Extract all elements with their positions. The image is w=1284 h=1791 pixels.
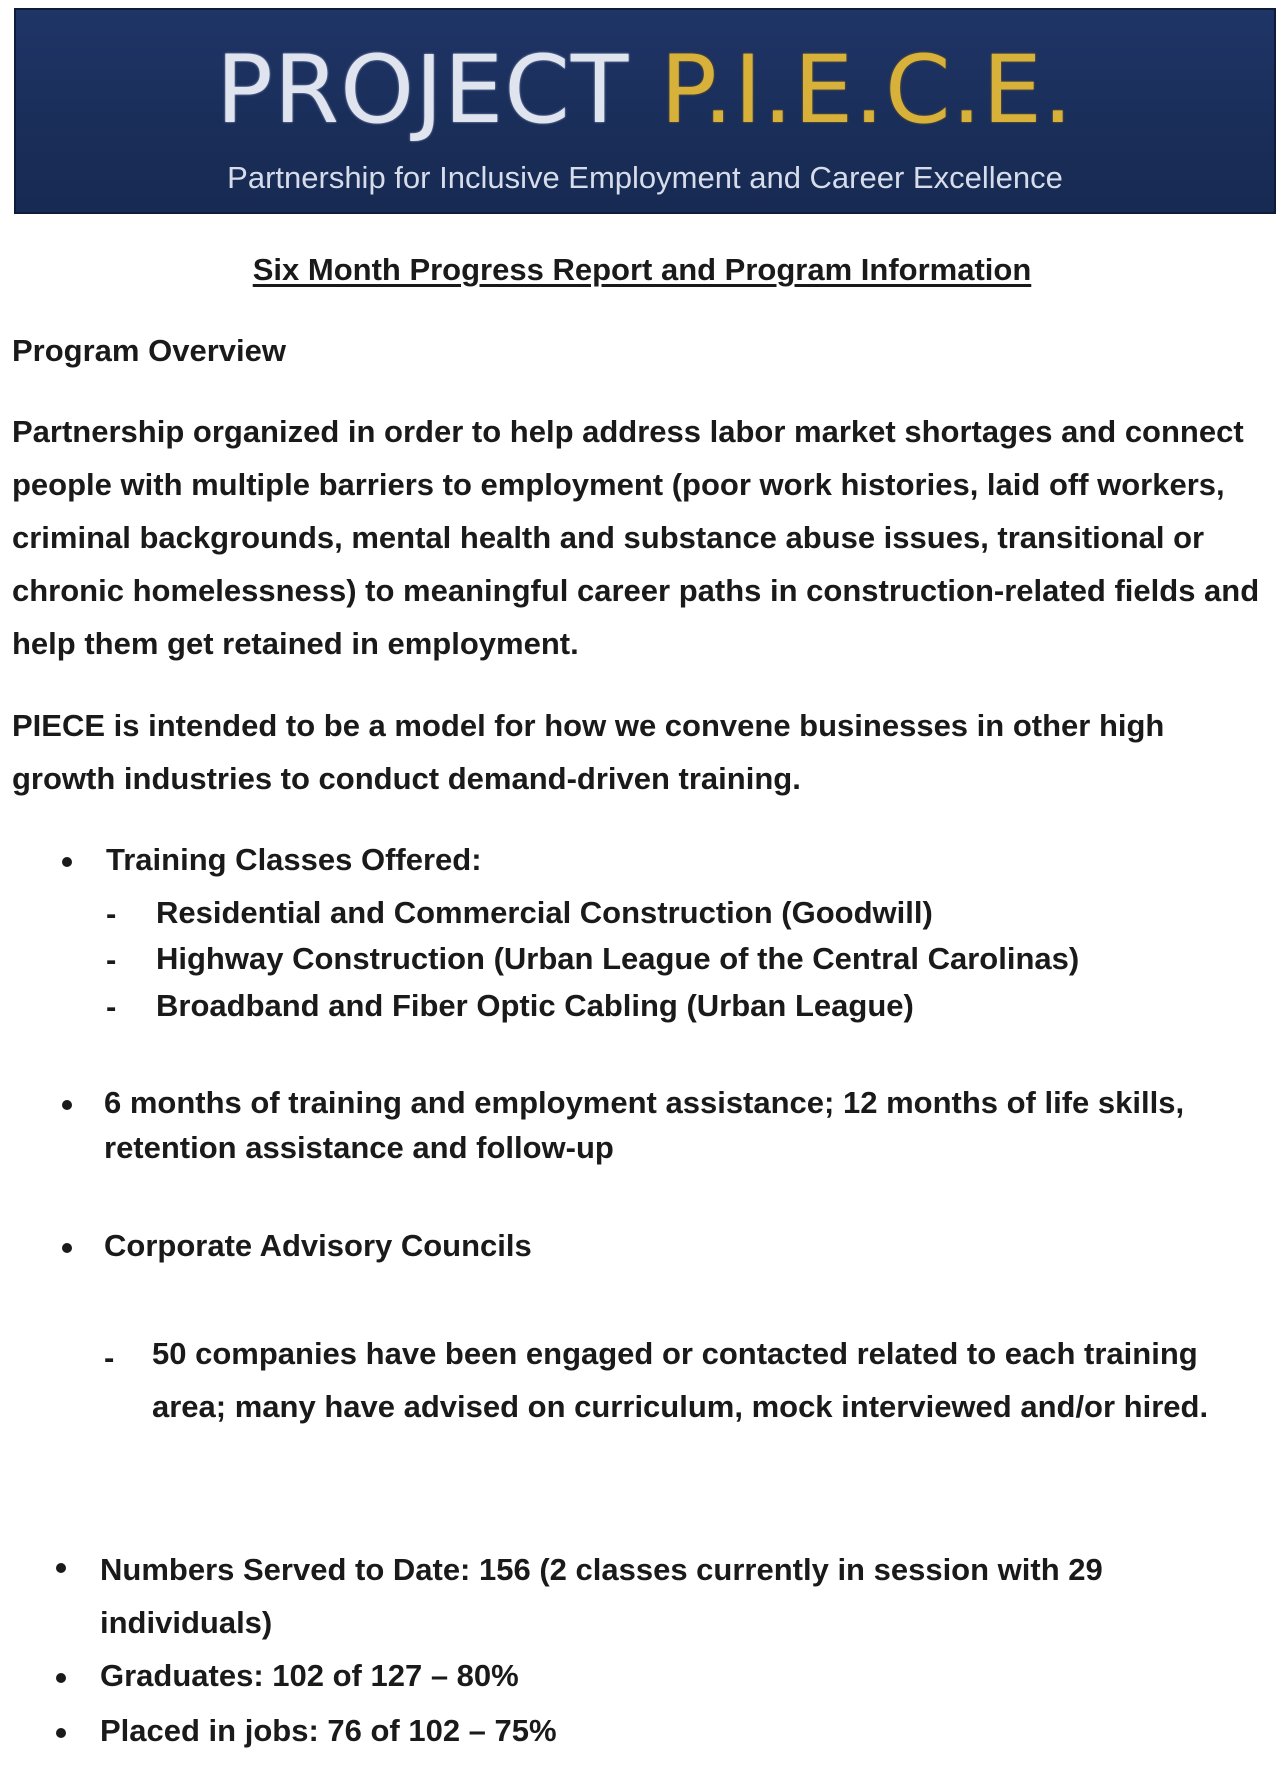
placed-in-jobs-stat: Placed in jobs: 76 of 102 – 75%	[100, 1713, 557, 1748]
banner-title-main: PROJECT	[216, 36, 661, 145]
bullet-dot	[62, 1100, 72, 1110]
overview-paragraph-1: Partnership organized in order to help address labor market shortages and connect people with multiple barriers to employment (poor work histories, laid off workers, criminal backgrounds, mental health and substance abuse issues, transitional or chronic homelessness) to meaningful career paths in construction-related fields and help them get retained in employment.	[12, 414, 1260, 661]
bullet-dot	[62, 1243, 72, 1253]
bullet-dot	[56, 1728, 66, 1738]
project-piece-banner	[14, 8, 1276, 214]
training-class-item: Residential and Commercial Construction (Goodwill)	[156, 895, 933, 930]
banner-subtitle: Partnership for Inclusive Employment and Career Excellence	[227, 160, 1063, 195]
program-overview-title: Program Overview	[12, 333, 286, 368]
dash-marker: -	[106, 989, 117, 1024]
report-heading: Six Month Progress Report and Program Information	[252, 252, 1032, 287]
bullet-dot	[56, 1563, 66, 1573]
dash-marker: -	[106, 942, 117, 977]
graduates-stat: Graduates: 102 of 127 – 80%	[100, 1658, 519, 1693]
numbers-served-text: Numbers Served to Date: 156 (2 classes currently in session with 29 individuals)	[100, 1552, 1103, 1640]
banner-title-accent: P.I.E.C.E.	[660, 36, 1074, 145]
bullet-dot	[62, 857, 72, 867]
advisory-councils-label: Corporate Advisory Councils	[104, 1228, 532, 1263]
dash-marker: -	[106, 896, 117, 931]
bullet-dot	[56, 1673, 66, 1683]
dash-marker: -	[104, 1340, 115, 1375]
overview-paragraph-2: PIECE is intended to be a model for how we convene businesses in other high growth industries to conduct demand-driven training.	[12, 708, 1165, 796]
training-class-item: Broadband and Fiber Optic Cabling (Urban League)	[156, 988, 914, 1023]
advisory-councils-detail: 50 companies have been engaged or contacted related to each training area; many have advised on curriculum, mock interviewed and/or hired.	[152, 1336, 1209, 1424]
program-duration-text: 6 months of training and employment assistance; 12 months of life skills, retention assistance and follow-up	[104, 1085, 1185, 1165]
training-class-item: Highway Construction (Urban League of the Central Carolinas)	[156, 941, 1080, 976]
banner-title	[16, 36, 1274, 146]
training-classes-label: Training Classes Offered:	[106, 842, 482, 877]
